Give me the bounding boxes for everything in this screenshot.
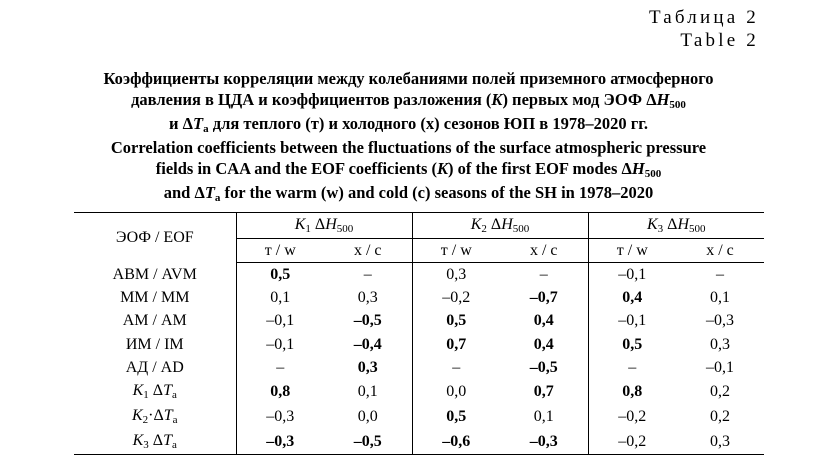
table-cell: 0,4 xyxy=(533,312,554,330)
caption-en-line-3: and $\Delta T_a$ for the warm (w) and cold (c) seasons of the SH in 1978–2020 xyxy=(163,183,654,204)
table-cell: – xyxy=(236,356,324,379)
table-cell: 0,1 xyxy=(236,286,324,309)
table-cell: 0,2 xyxy=(710,407,730,425)
row-label: АВМ / AVM xyxy=(112,265,197,283)
table-cell: 0,7 xyxy=(533,382,554,400)
table-cell: 0,2 xyxy=(710,382,730,400)
table-cell: – xyxy=(716,266,724,284)
table-cell: 0,1 xyxy=(357,382,378,400)
table-cell: –0,5 xyxy=(324,429,412,455)
table-cell: –0,1 xyxy=(236,333,324,356)
eof-column-header: ЭОФ / EOF xyxy=(74,213,236,263)
season-warm-header: т / w xyxy=(588,239,676,263)
table-row xyxy=(74,404,764,429)
row-label: ИМ / IM xyxy=(125,335,184,353)
table-cell: 0,8 xyxy=(236,379,324,404)
table-row xyxy=(74,356,764,379)
table-cell: 0,0 xyxy=(357,407,378,425)
table-row xyxy=(74,379,764,404)
season-cold-header: х / c xyxy=(500,239,588,263)
row-label: $K_2\cdot\Delta T_a$ xyxy=(131,406,178,426)
table-number-ru: Таблица 2 xyxy=(648,7,759,28)
caption-ru-line-2: давления в ЦДА и коэффициентов разложения (K) первых мод ЭОФ $\Delta H_{500}$ xyxy=(131,90,686,111)
row-label: $K_3$ $\Delta T_a$ xyxy=(74,429,236,455)
table-cell: 0,8 xyxy=(588,379,676,404)
table-cell: 0,3 xyxy=(676,429,764,455)
table-cell: –0,2 xyxy=(588,404,676,429)
table-row xyxy=(74,333,764,356)
table-cell: 0,4 xyxy=(588,286,676,309)
table-cell: 0,3 xyxy=(412,263,500,287)
season-warm-header: т / w xyxy=(412,239,500,263)
table-cell: 0,5 xyxy=(412,309,500,332)
table-cell: 0,5 xyxy=(236,263,324,287)
table-cell: –0,5 xyxy=(353,312,382,330)
table-cell: – xyxy=(588,356,676,379)
table-cell: –0,6 xyxy=(412,429,500,455)
table-cell: –0,3 xyxy=(236,404,324,429)
row-label: АД / AD xyxy=(125,358,184,376)
table-cell: 0,5 xyxy=(412,404,500,429)
table-number-en: Table 2 xyxy=(680,30,759,51)
season-cold-header: х / c xyxy=(676,239,764,263)
table-cell: –0,1 xyxy=(588,263,676,287)
table-caption xyxy=(0,68,817,206)
caption-ru-line-1: Коэффициенты корреляции между колебаниями полей приземного атмосферного xyxy=(103,69,714,88)
table-cell: –0,2 xyxy=(588,429,676,455)
table-row xyxy=(74,429,764,455)
table-cell: 0,0 xyxy=(412,379,500,404)
caption-en-line-1: Correlation coefficients between the fluctuations of the surface atmospheric pressure xyxy=(110,138,707,157)
table-cell: –0,1 xyxy=(236,309,324,332)
table-cell: – xyxy=(363,266,372,284)
group-header-k3: $K_3$ $\Delta H_{500}$ xyxy=(588,213,764,239)
table-cell: – xyxy=(539,266,548,284)
table-row xyxy=(74,309,764,332)
table-cell: –0,4 xyxy=(353,335,382,353)
table-cell: 0,7 xyxy=(412,333,500,356)
table-cell: 0,4 xyxy=(533,335,554,353)
caption-en-line-2: fields in CAA and the EOF coefficients (K) of the first EOF modes $\Delta H_{500}$ xyxy=(155,159,662,180)
table-cell: 0,3 xyxy=(357,358,378,376)
table-cell: –0,2 xyxy=(412,286,500,309)
table-cell: 0,3 xyxy=(357,289,378,307)
table-cell: –0,3 xyxy=(500,429,588,455)
season-cold-header: х / c xyxy=(324,239,412,263)
table-cell: –0,1 xyxy=(588,309,676,332)
table-row xyxy=(74,286,764,309)
table-cell: –0,1 xyxy=(706,358,734,376)
table-cell: 0,5 xyxy=(588,333,676,356)
table-cell: –0,3 xyxy=(706,312,734,330)
table-cell: 0,3 xyxy=(710,335,730,353)
caption-ru-line-3: и $\Delta T_a$ для теплого (т) и холодного (х) сезонов ЮП в 1978–2020 гг. xyxy=(169,114,648,135)
season-warm-header: т / w xyxy=(236,239,324,263)
group-header-k2: $K_2$ $\Delta H_{500}$ xyxy=(412,213,588,239)
row-label: ММ / MM xyxy=(120,289,190,307)
table-row xyxy=(74,263,764,287)
table-cell: –0,3 xyxy=(236,429,324,455)
table-cell: – xyxy=(412,356,500,379)
table-cell: –0,5 xyxy=(529,358,558,376)
table-cell: 0,1 xyxy=(533,407,554,425)
row-label: $K_1$ $\Delta T_a$ xyxy=(132,381,177,401)
group-header-k1: $K_1$ $\Delta H_{500}$ xyxy=(236,213,412,239)
row-label: АМ / AM xyxy=(122,312,187,330)
table-cell: 0,1 xyxy=(710,289,730,307)
correlation-table xyxy=(74,212,764,455)
table-header-row-groups xyxy=(74,213,764,239)
table-cell: –0,7 xyxy=(529,289,558,307)
